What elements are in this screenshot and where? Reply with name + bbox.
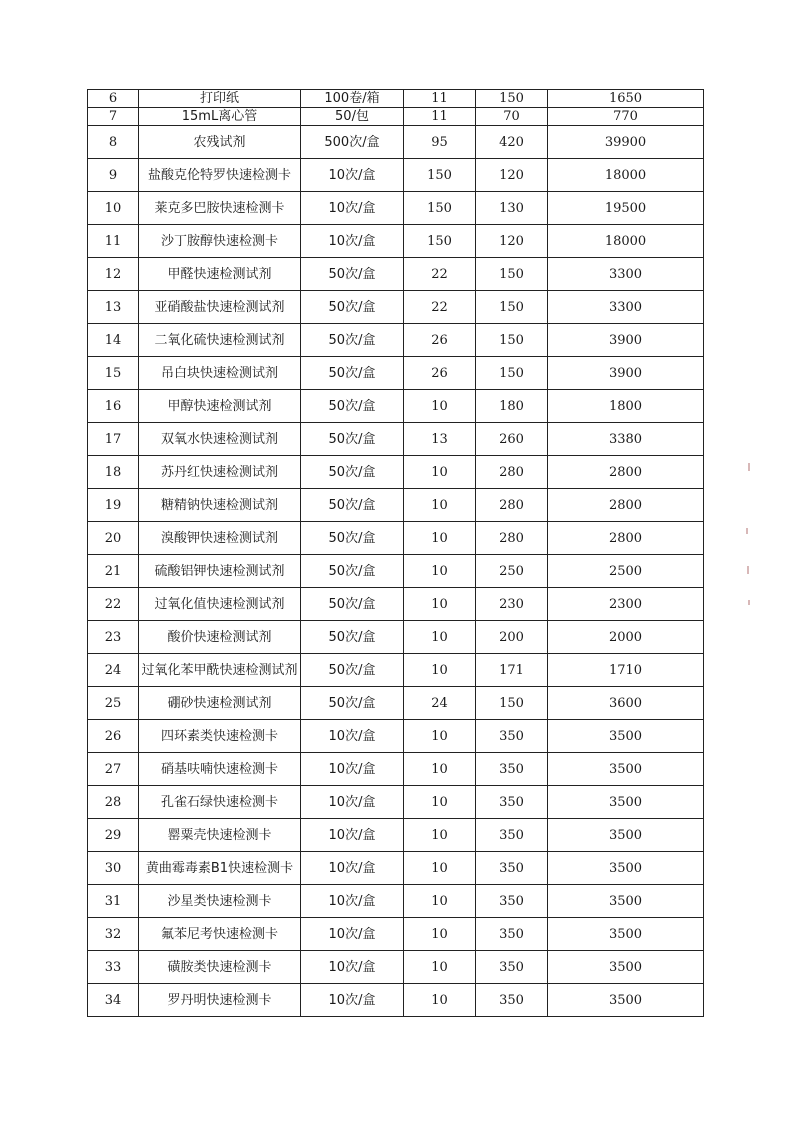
- item-total-cell: 3500: [548, 852, 704, 885]
- item-total-cell: 1710: [548, 654, 704, 687]
- item-total-cell: 1800: [548, 390, 704, 423]
- item-quantity-cell: 10: [404, 390, 476, 423]
- item-quantity-cell: 10: [404, 621, 476, 654]
- item-name-cell: 硫酸铝钾快速检测试剂: [139, 555, 301, 588]
- row-number-cell: 12: [88, 258, 139, 291]
- item-total-cell: 3500: [548, 819, 704, 852]
- item-name-cell: 盐酸克伦特罗快速检测卡: [139, 159, 301, 192]
- item-price-cell: 180: [476, 390, 548, 423]
- item-spec-cell: 50次/盒: [301, 489, 404, 522]
- table-row: [88, 522, 704, 555]
- item-spec-cell: 10次/盒: [301, 918, 404, 951]
- item-quantity-cell: 150: [404, 159, 476, 192]
- item-total-cell: 2000: [548, 621, 704, 654]
- item-spec-cell: 10次/盒: [301, 852, 404, 885]
- scan-mark: [748, 463, 750, 471]
- item-price-cell: 150: [476, 324, 548, 357]
- item-spec-cell: 50次/盒: [301, 324, 404, 357]
- item-price-cell: 350: [476, 885, 548, 918]
- item-total-cell: 3500: [548, 918, 704, 951]
- item-name-cell: 二氧化硫快速检测试剂: [139, 324, 301, 357]
- item-quantity-cell: 150: [404, 225, 476, 258]
- row-number-cell: 21: [88, 555, 139, 588]
- row-number-cell: 26: [88, 720, 139, 753]
- item-price-cell: 350: [476, 918, 548, 951]
- table-row: [88, 108, 704, 126]
- item-quantity-cell: 10: [404, 885, 476, 918]
- item-name-cell: 苏丹红快速检测试剂: [139, 456, 301, 489]
- item-quantity-cell: 10: [404, 489, 476, 522]
- table-row: [88, 852, 704, 885]
- item-spec-cell: 10次/盒: [301, 753, 404, 786]
- item-quantity-cell: 13: [404, 423, 476, 456]
- item-price-cell: 280: [476, 522, 548, 555]
- item-total-cell: 3300: [548, 258, 704, 291]
- row-number-cell: 7: [88, 108, 139, 126]
- scan-mark: [748, 600, 750, 605]
- item-price-cell: 130: [476, 192, 548, 225]
- item-spec-cell: 10次/盒: [301, 786, 404, 819]
- item-price-cell: 350: [476, 819, 548, 852]
- table-row: [88, 390, 704, 423]
- item-quantity-cell: 24: [404, 687, 476, 720]
- table-row: [88, 192, 704, 225]
- item-quantity-cell: 11: [404, 90, 476, 108]
- table-row: [88, 324, 704, 357]
- item-price-cell: 250: [476, 555, 548, 588]
- item-price-cell: 350: [476, 786, 548, 819]
- row-number-cell: 17: [88, 423, 139, 456]
- item-quantity-cell: 10: [404, 951, 476, 984]
- row-number-cell: 31: [88, 885, 139, 918]
- row-number-cell: 20: [88, 522, 139, 555]
- item-total-cell: 3380: [548, 423, 704, 456]
- item-name-cell: 过氧化值快速检测试剂: [139, 588, 301, 621]
- item-total-cell: 3500: [548, 720, 704, 753]
- row-number-cell: 18: [88, 456, 139, 489]
- item-total-cell: 2800: [548, 522, 704, 555]
- item-price-cell: 350: [476, 951, 548, 984]
- item-quantity-cell: 10: [404, 522, 476, 555]
- table-row: [88, 984, 704, 1017]
- item-total-cell: 2300: [548, 588, 704, 621]
- item-quantity-cell: 95: [404, 126, 476, 159]
- table-row: [88, 753, 704, 786]
- row-number-cell: 30: [88, 852, 139, 885]
- row-number-cell: 8: [88, 126, 139, 159]
- item-quantity-cell: 10: [404, 654, 476, 687]
- item-price-cell: 230: [476, 588, 548, 621]
- item-total-cell: 2800: [548, 489, 704, 522]
- items-table: [87, 89, 704, 1017]
- table-row: [88, 90, 704, 108]
- item-quantity-cell: 22: [404, 258, 476, 291]
- item-price-cell: 150: [476, 687, 548, 720]
- item-name-cell: 孔雀石绿快速检测卡: [139, 786, 301, 819]
- table-row: [88, 489, 704, 522]
- item-spec-cell: 50/包: [301, 108, 404, 126]
- item-total-cell: 39900: [548, 126, 704, 159]
- row-number-cell: 16: [88, 390, 139, 423]
- item-price-cell: 260: [476, 423, 548, 456]
- item-total-cell: 3900: [548, 357, 704, 390]
- table-row: [88, 225, 704, 258]
- item-price-cell: 280: [476, 489, 548, 522]
- item-name-cell: 甲醇快速检测试剂: [139, 390, 301, 423]
- row-number-cell: 32: [88, 918, 139, 951]
- item-total-cell: 3500: [548, 753, 704, 786]
- item-name-cell: 甲醛快速检测试剂: [139, 258, 301, 291]
- item-price-cell: 120: [476, 225, 548, 258]
- table-row: [88, 918, 704, 951]
- item-price-cell: 171: [476, 654, 548, 687]
- row-number-cell: 14: [88, 324, 139, 357]
- item-name-cell: 四环素类快速检测卡: [139, 720, 301, 753]
- item-name-cell: 双氧水快速检测试剂: [139, 423, 301, 456]
- item-spec-cell: 10次/盒: [301, 159, 404, 192]
- row-number-cell: 25: [88, 687, 139, 720]
- item-quantity-cell: 11: [404, 108, 476, 126]
- table-row: [88, 159, 704, 192]
- item-quantity-cell: 26: [404, 324, 476, 357]
- item-spec-cell: 10次/盒: [301, 819, 404, 852]
- table-row: [88, 126, 704, 159]
- item-price-cell: 350: [476, 852, 548, 885]
- item-quantity-cell: 10: [404, 852, 476, 885]
- item-spec-cell: 50次/盒: [301, 555, 404, 588]
- item-total-cell: 18000: [548, 159, 704, 192]
- item-quantity-cell: 22: [404, 291, 476, 324]
- item-quantity-cell: 10: [404, 555, 476, 588]
- item-spec-cell: 50次/盒: [301, 357, 404, 390]
- item-spec-cell: 50次/盒: [301, 390, 404, 423]
- table-row: [88, 456, 704, 489]
- item-spec-cell: 500次/盒: [301, 126, 404, 159]
- table-row: [88, 258, 704, 291]
- item-spec-cell: 10次/盒: [301, 225, 404, 258]
- table-row: [88, 819, 704, 852]
- item-spec-cell: 50次/盒: [301, 522, 404, 555]
- item-total-cell: 2500: [548, 555, 704, 588]
- item-name-cell: 罂粟壳快速检测卡: [139, 819, 301, 852]
- item-spec-cell: 50次/盒: [301, 687, 404, 720]
- item-name-cell: 糖精钠快速检测试剂: [139, 489, 301, 522]
- item-price-cell: 150: [476, 258, 548, 291]
- item-price-cell: 350: [476, 984, 548, 1017]
- item-spec-cell: 10次/盒: [301, 720, 404, 753]
- scan-mark: [747, 566, 749, 574]
- item-name-cell: 吊白块快速检测试剂: [139, 357, 301, 390]
- row-number-cell: 34: [88, 984, 139, 1017]
- table-row: [88, 720, 704, 753]
- table-row: [88, 423, 704, 456]
- row-number-cell: 23: [88, 621, 139, 654]
- item-name-cell: 罗丹明快速检测卡: [139, 984, 301, 1017]
- row-number-cell: 9: [88, 159, 139, 192]
- item-quantity-cell: 10: [404, 456, 476, 489]
- item-total-cell: 3500: [548, 951, 704, 984]
- table-row: [88, 357, 704, 390]
- item-quantity-cell: 10: [404, 918, 476, 951]
- row-number-cell: 19: [88, 489, 139, 522]
- item-price-cell: 70: [476, 108, 548, 126]
- item-price-cell: 150: [476, 291, 548, 324]
- item-price-cell: 350: [476, 720, 548, 753]
- item-name-cell: 硝基呋喃快速检测卡: [139, 753, 301, 786]
- table-row: [88, 885, 704, 918]
- item-total-cell: 18000: [548, 225, 704, 258]
- row-number-cell: 10: [88, 192, 139, 225]
- item-total-cell: 3500: [548, 984, 704, 1017]
- item-total-cell: 3500: [548, 885, 704, 918]
- item-total-cell: 2800: [548, 456, 704, 489]
- table-row: [88, 786, 704, 819]
- row-number-cell: 29: [88, 819, 139, 852]
- item-name-cell: 溴酸钾快速检测试剂: [139, 522, 301, 555]
- item-spec-cell: 50次/盒: [301, 258, 404, 291]
- row-number-cell: 15: [88, 357, 139, 390]
- item-quantity-cell: 10: [404, 753, 476, 786]
- item-price-cell: 280: [476, 456, 548, 489]
- item-total-cell: 770: [548, 108, 704, 126]
- scan-mark: [746, 528, 748, 534]
- item-price-cell: 420: [476, 126, 548, 159]
- table-row: [88, 951, 704, 984]
- item-total-cell: 3300: [548, 291, 704, 324]
- table-row: [88, 621, 704, 654]
- item-name-cell: 酸价快速检测试剂: [139, 621, 301, 654]
- item-name-cell: 磺胺类快速检测卡: [139, 951, 301, 984]
- item-quantity-cell: 10: [404, 786, 476, 819]
- row-number-cell: 13: [88, 291, 139, 324]
- item-spec-cell: 50次/盒: [301, 621, 404, 654]
- item-quantity-cell: 150: [404, 192, 476, 225]
- item-quantity-cell: 26: [404, 357, 476, 390]
- table-row: [88, 291, 704, 324]
- item-name-cell: 亚硝酸盐快速检测试剂: [139, 291, 301, 324]
- item-price-cell: 120: [476, 159, 548, 192]
- item-total-cell: 3500: [548, 786, 704, 819]
- row-number-cell: 11: [88, 225, 139, 258]
- item-price-cell: 350: [476, 753, 548, 786]
- item-quantity-cell: 10: [404, 588, 476, 621]
- item-spec-cell: 50次/盒: [301, 456, 404, 489]
- item-quantity-cell: 10: [404, 720, 476, 753]
- item-spec-cell: 100卷/箱: [301, 90, 404, 108]
- row-number-cell: 27: [88, 753, 139, 786]
- item-spec-cell: 10次/盒: [301, 885, 404, 918]
- table-row: [88, 588, 704, 621]
- item-price-cell: 150: [476, 357, 548, 390]
- item-name-cell: 硼砂快速检测试剂: [139, 687, 301, 720]
- item-name-cell: 黄曲霉毒素B1快速检测卡: [139, 852, 301, 885]
- item-quantity-cell: 10: [404, 984, 476, 1017]
- item-total-cell: 3600: [548, 687, 704, 720]
- item-price-cell: 200: [476, 621, 548, 654]
- item-spec-cell: 50次/盒: [301, 291, 404, 324]
- table-row: [88, 687, 704, 720]
- item-total-cell: 19500: [548, 192, 704, 225]
- item-total-cell: 1650: [548, 90, 704, 108]
- item-name-cell: 沙丁胺醇快速检测卡: [139, 225, 301, 258]
- item-name-cell: 15mL离心管: [139, 108, 301, 126]
- row-number-cell: 33: [88, 951, 139, 984]
- item-name-cell: 莱克多巴胺快速检测卡: [139, 192, 301, 225]
- item-name-cell: 过氧化苯甲酰快速检测试剂: [139, 654, 301, 687]
- item-total-cell: 3900: [548, 324, 704, 357]
- item-spec-cell: 10次/盒: [301, 984, 404, 1017]
- item-spec-cell: 50次/盒: [301, 654, 404, 687]
- items-table-body: [88, 90, 704, 1017]
- table-row: [88, 654, 704, 687]
- table-row: [88, 555, 704, 588]
- item-name-cell: 氟苯尼考快速检测卡: [139, 918, 301, 951]
- item-spec-cell: 10次/盒: [301, 192, 404, 225]
- row-number-cell: 24: [88, 654, 139, 687]
- row-number-cell: 28: [88, 786, 139, 819]
- item-name-cell: 打印纸: [139, 90, 301, 108]
- item-name-cell: 沙星类快速检测卡: [139, 885, 301, 918]
- item-spec-cell: 10次/盒: [301, 951, 404, 984]
- item-spec-cell: 50次/盒: [301, 588, 404, 621]
- row-number-cell: 22: [88, 588, 139, 621]
- row-number-cell: 6: [88, 90, 139, 108]
- item-spec-cell: 50次/盒: [301, 423, 404, 456]
- item-price-cell: 150: [476, 90, 548, 108]
- item-name-cell: 农残试剂: [139, 126, 301, 159]
- item-quantity-cell: 10: [404, 819, 476, 852]
